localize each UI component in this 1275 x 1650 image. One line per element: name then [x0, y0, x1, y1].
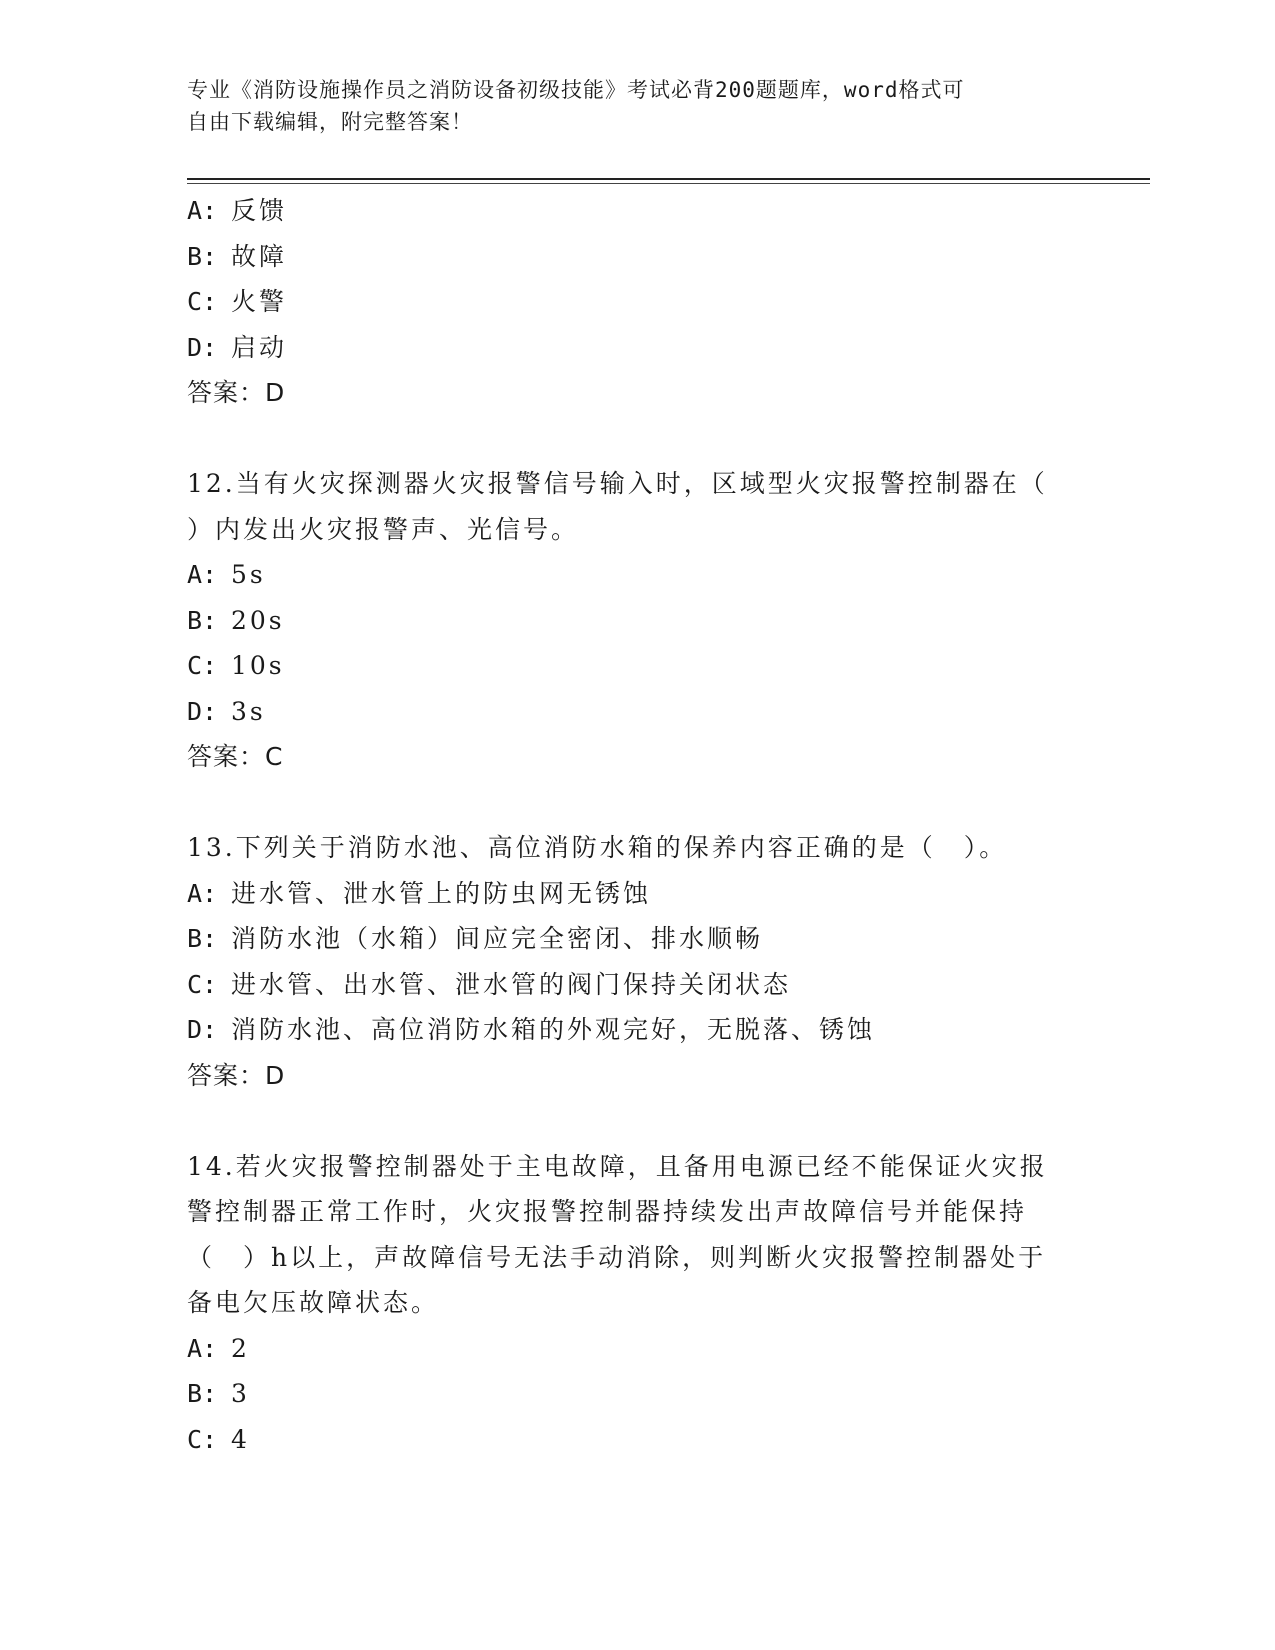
option-text: 5s	[231, 560, 266, 589]
question-11-partial	[187, 188, 1087, 416]
question-text-line: ）内发出火灾报警声、光信号。	[187, 514, 580, 544]
question-13	[187, 825, 1087, 1098]
question-text-line: 警控制器正常工作时，火灾报警控制器持续发出声故障信号并能保持	[187, 1197, 1028, 1226]
question-text-line: 12.当有火灾探测器火灾报警信号输入时，区域型火灾报警控制器在（	[187, 469, 1048, 498]
question-text-line: （ ）h以上，声故障信号无法手动消除，则判断火灾报警控制器处于	[187, 1242, 1047, 1272]
option-text: 消防水池（水箱）间应完全密闭、排水顺畅	[231, 924, 764, 953]
document-header	[187, 74, 1087, 138]
option-key: D:	[187, 1015, 218, 1044]
option-key: A:	[187, 878, 218, 908]
option-a	[187, 871, 1087, 917]
spacer	[187, 1098, 1087, 1144]
option-text: 10s	[231, 651, 285, 680]
option-key: B:	[187, 605, 218, 635]
option-b	[187, 598, 1087, 644]
option-text: 启动	[231, 332, 288, 362]
question-text-line: 13.下列关于消防水池、高位消防水箱的保养内容正确的是（ ）。	[187, 833, 1008, 862]
question-12	[187, 461, 1087, 780]
option-key: B:	[187, 1379, 218, 1408]
question-text-line: 14.若火灾报警控制器处于主电故障，且备用电源已经不能保证火灾报	[187, 1151, 1048, 1181]
question-14	[187, 1144, 1087, 1463]
option-c	[187, 279, 1087, 325]
option-text: 20s	[231, 605, 285, 635]
option-key: A:	[187, 1333, 218, 1363]
option-text: 2	[231, 1333, 250, 1363]
header-rule-thick	[187, 178, 1150, 180]
option-key: A:	[187, 560, 218, 589]
option-text: 3	[231, 1379, 250, 1408]
option-text: 火警	[231, 287, 288, 316]
option-key: C:	[187, 1424, 218, 1454]
option-d	[187, 689, 1087, 735]
option-text: 进水管、出水管、泄水管的阀门保持关闭状态	[231, 969, 792, 999]
option-text: 进水管、泄水管上的防虫网无锈蚀	[231, 878, 652, 908]
option-b	[187, 234, 1087, 280]
option-a	[187, 552, 1087, 598]
option-c	[187, 1417, 1087, 1463]
option-key: D:	[187, 332, 218, 362]
option-d	[187, 325, 1087, 371]
option-text: 3s	[231, 696, 266, 726]
option-text: 消防水池、高位消防水箱的外观完好，无脱落、锈蚀	[231, 1015, 876, 1044]
option-key: A:	[187, 196, 218, 225]
option-d	[187, 1007, 1087, 1053]
option-text: 4	[231, 1424, 250, 1454]
option-key: B:	[187, 241, 218, 271]
option-b	[187, 1371, 1087, 1417]
spacer	[187, 416, 1087, 462]
option-key: C:	[187, 287, 218, 316]
question-text-line: 备电欠压故障状态。	[187, 1288, 440, 1317]
header-rule-thin	[187, 183, 1150, 184]
answer-line: 答案：D	[187, 1060, 286, 1090]
option-c	[187, 962, 1087, 1008]
header-line-1: 专业《消防设施操作员之消防设备初级技能》考试必背200题题库，word格式可	[187, 78, 965, 102]
spacer	[187, 780, 1087, 826]
question-body	[187, 188, 1087, 1462]
option-text: 反馈	[231, 196, 288, 225]
option-key: D:	[187, 696, 218, 726]
answer-line: 答案：C	[187, 742, 284, 771]
option-text: 故障	[231, 241, 288, 271]
option-key: C:	[187, 651, 218, 680]
answer-line: 答案：D	[187, 378, 286, 407]
option-a	[187, 1326, 1087, 1372]
option-a	[187, 188, 1087, 234]
option-key: B:	[187, 924, 218, 953]
option-key: C:	[187, 969, 218, 999]
option-c	[187, 643, 1087, 689]
option-b	[187, 916, 1087, 962]
header-line-2: 自由下载编辑，附完整答案！	[187, 110, 473, 134]
